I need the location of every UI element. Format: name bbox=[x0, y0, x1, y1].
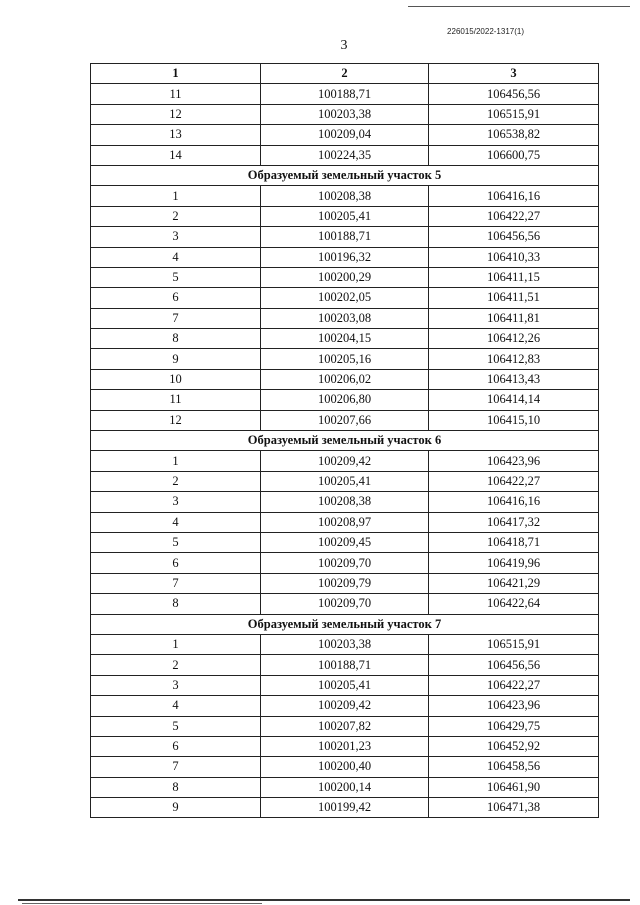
table-row bbox=[91, 757, 599, 777]
table-row bbox=[91, 84, 599, 104]
section-title: Образуемый земельный участок 6 bbox=[91, 431, 599, 451]
point-number-cell: 1 bbox=[91, 186, 261, 206]
y-coordinate-cell: 106418,71 bbox=[429, 532, 599, 552]
y-coordinate-cell: 106456,56 bbox=[429, 655, 599, 675]
y-coordinate-cell: 106423,96 bbox=[429, 451, 599, 471]
x-coordinate-cell: 100205,41 bbox=[261, 675, 429, 695]
table-row bbox=[91, 675, 599, 695]
table-row bbox=[91, 512, 599, 532]
point-number-cell: 4 bbox=[91, 247, 261, 267]
column-header: 2 bbox=[261, 64, 429, 84]
table-row bbox=[91, 553, 599, 573]
table-row bbox=[91, 390, 599, 410]
column-header: 1 bbox=[91, 64, 261, 84]
point-number-cell: 3 bbox=[91, 492, 261, 512]
y-coordinate-cell: 106410,33 bbox=[429, 247, 599, 267]
x-coordinate-cell: 100208,38 bbox=[261, 186, 429, 206]
y-coordinate-cell: 106412,83 bbox=[429, 349, 599, 369]
table-row bbox=[91, 349, 599, 369]
bottom-rule bbox=[18, 899, 630, 901]
table-row bbox=[91, 247, 599, 267]
x-coordinate-cell: 100200,14 bbox=[261, 777, 429, 797]
y-coordinate-cell: 106414,14 bbox=[429, 390, 599, 410]
y-coordinate-cell: 106456,56 bbox=[429, 84, 599, 104]
coordinates-table bbox=[90, 63, 599, 818]
point-number-cell: 11 bbox=[91, 390, 261, 410]
table-row bbox=[91, 308, 599, 328]
point-number-cell: 13 bbox=[91, 125, 261, 145]
table-row bbox=[91, 736, 599, 756]
x-coordinate-cell: 100203,08 bbox=[261, 308, 429, 328]
x-coordinate-cell: 100208,38 bbox=[261, 492, 429, 512]
x-coordinate-cell: 100209,04 bbox=[261, 125, 429, 145]
table-row bbox=[91, 329, 599, 349]
table-row bbox=[91, 288, 599, 308]
point-number-cell: 9 bbox=[91, 349, 261, 369]
x-coordinate-cell: 100199,42 bbox=[261, 798, 429, 818]
document-id: 226015/2022-1317(1) bbox=[447, 27, 524, 36]
point-number-cell: 9 bbox=[91, 798, 261, 818]
y-coordinate-cell: 106422,27 bbox=[429, 471, 599, 491]
y-coordinate-cell: 106429,75 bbox=[429, 716, 599, 736]
x-coordinate-cell: 100201,23 bbox=[261, 736, 429, 756]
point-number-cell: 8 bbox=[91, 594, 261, 614]
y-coordinate-cell: 106456,56 bbox=[429, 227, 599, 247]
y-coordinate-cell: 106416,16 bbox=[429, 492, 599, 512]
table-row bbox=[91, 532, 599, 552]
table-row bbox=[91, 206, 599, 226]
table-row bbox=[91, 777, 599, 797]
x-coordinate-cell: 100205,16 bbox=[261, 349, 429, 369]
x-coordinate-cell: 100205,41 bbox=[261, 471, 429, 491]
point-number-cell: 6 bbox=[91, 553, 261, 573]
x-coordinate-cell: 100204,15 bbox=[261, 329, 429, 349]
y-coordinate-cell: 106452,92 bbox=[429, 736, 599, 756]
y-coordinate-cell: 106515,91 bbox=[429, 634, 599, 654]
table-row bbox=[91, 798, 599, 818]
point-number-cell: 5 bbox=[91, 532, 261, 552]
y-coordinate-cell: 106411,51 bbox=[429, 288, 599, 308]
point-number-cell: 8 bbox=[91, 777, 261, 797]
x-coordinate-cell: 100209,70 bbox=[261, 594, 429, 614]
point-number-cell: 2 bbox=[91, 655, 261, 675]
section-row bbox=[91, 614, 599, 634]
y-coordinate-cell: 106412,26 bbox=[429, 329, 599, 349]
point-number-cell: 5 bbox=[91, 716, 261, 736]
table-row bbox=[91, 227, 599, 247]
column-header: 3 bbox=[429, 64, 599, 84]
y-coordinate-cell: 106411,81 bbox=[429, 308, 599, 328]
x-coordinate-cell: 100206,02 bbox=[261, 369, 429, 389]
table-row bbox=[91, 369, 599, 389]
y-coordinate-cell: 106413,43 bbox=[429, 369, 599, 389]
point-number-cell: 1 bbox=[91, 634, 261, 654]
table-row bbox=[91, 655, 599, 675]
table-row bbox=[91, 492, 599, 512]
table-row bbox=[91, 594, 599, 614]
table-body bbox=[91, 84, 599, 818]
table-row bbox=[91, 451, 599, 471]
table-header-row bbox=[91, 64, 599, 84]
section-row bbox=[91, 431, 599, 451]
x-coordinate-cell: 100202,05 bbox=[261, 288, 429, 308]
table-row bbox=[91, 696, 599, 716]
y-coordinate-cell: 106515,91 bbox=[429, 104, 599, 124]
table-row bbox=[91, 267, 599, 287]
section-title: Образуемый земельный участок 5 bbox=[91, 165, 599, 185]
section-title: Образуемый земельный участок 7 bbox=[91, 614, 599, 634]
x-coordinate-cell: 100205,41 bbox=[261, 206, 429, 226]
point-number-cell: 2 bbox=[91, 206, 261, 226]
point-number-cell: 3 bbox=[91, 675, 261, 695]
table-row bbox=[91, 471, 599, 491]
table-row bbox=[91, 145, 599, 165]
table-row bbox=[91, 186, 599, 206]
y-coordinate-cell: 106417,32 bbox=[429, 512, 599, 532]
table-row bbox=[91, 716, 599, 736]
table-row bbox=[91, 125, 599, 145]
point-number-cell: 7 bbox=[91, 573, 261, 593]
point-number-cell: 11 bbox=[91, 84, 261, 104]
bottom-rule-secondary bbox=[22, 903, 262, 904]
x-coordinate-cell: 100200,40 bbox=[261, 757, 429, 777]
x-coordinate-cell: 100209,42 bbox=[261, 696, 429, 716]
table-row bbox=[91, 410, 599, 430]
y-coordinate-cell: 106422,27 bbox=[429, 206, 599, 226]
y-coordinate-cell: 106461,90 bbox=[429, 777, 599, 797]
table-row bbox=[91, 634, 599, 654]
x-coordinate-cell: 100208,97 bbox=[261, 512, 429, 532]
point-number-cell: 2 bbox=[91, 471, 261, 491]
x-coordinate-cell: 100206,80 bbox=[261, 390, 429, 410]
y-coordinate-cell: 106538,82 bbox=[429, 125, 599, 145]
point-number-cell: 7 bbox=[91, 308, 261, 328]
point-number-cell: 14 bbox=[91, 145, 261, 165]
page-number: 3 bbox=[340, 38, 348, 53]
point-number-cell: 4 bbox=[91, 696, 261, 716]
x-coordinate-cell: 100196,32 bbox=[261, 247, 429, 267]
x-coordinate-cell: 100203,38 bbox=[261, 634, 429, 654]
point-number-cell: 12 bbox=[91, 104, 261, 124]
top-rule bbox=[408, 6, 630, 7]
point-number-cell: 7 bbox=[91, 757, 261, 777]
x-coordinate-cell: 100188,71 bbox=[261, 655, 429, 675]
table-row bbox=[91, 573, 599, 593]
y-coordinate-cell: 106423,96 bbox=[429, 696, 599, 716]
x-coordinate-cell: 100200,29 bbox=[261, 267, 429, 287]
point-number-cell: 8 bbox=[91, 329, 261, 349]
section-row bbox=[91, 165, 599, 185]
x-coordinate-cell: 100209,45 bbox=[261, 532, 429, 552]
y-coordinate-cell: 106415,10 bbox=[429, 410, 599, 430]
point-number-cell: 3 bbox=[91, 227, 261, 247]
point-number-cell: 6 bbox=[91, 736, 261, 756]
x-coordinate-cell: 100209,79 bbox=[261, 573, 429, 593]
x-coordinate-cell: 100209,70 bbox=[261, 553, 429, 573]
x-coordinate-cell: 100207,82 bbox=[261, 716, 429, 736]
x-coordinate-cell: 100207,66 bbox=[261, 410, 429, 430]
y-coordinate-cell: 106422,27 bbox=[429, 675, 599, 695]
y-coordinate-cell: 106422,64 bbox=[429, 594, 599, 614]
point-number-cell: 6 bbox=[91, 288, 261, 308]
y-coordinate-cell: 106421,29 bbox=[429, 573, 599, 593]
x-coordinate-cell: 100188,71 bbox=[261, 84, 429, 104]
point-number-cell: 10 bbox=[91, 369, 261, 389]
point-number-cell: 12 bbox=[91, 410, 261, 430]
x-coordinate-cell: 100209,42 bbox=[261, 451, 429, 471]
x-coordinate-cell: 100203,38 bbox=[261, 104, 429, 124]
table-row bbox=[91, 104, 599, 124]
y-coordinate-cell: 106411,15 bbox=[429, 267, 599, 287]
point-number-cell: 4 bbox=[91, 512, 261, 532]
x-coordinate-cell: 100188,71 bbox=[261, 227, 429, 247]
x-coordinate-cell: 100224,35 bbox=[261, 145, 429, 165]
y-coordinate-cell: 106416,16 bbox=[429, 186, 599, 206]
point-number-cell: 1 bbox=[91, 451, 261, 471]
y-coordinate-cell: 106458,56 bbox=[429, 757, 599, 777]
y-coordinate-cell: 106600,75 bbox=[429, 145, 599, 165]
y-coordinate-cell: 106419,96 bbox=[429, 553, 599, 573]
y-coordinate-cell: 106471,38 bbox=[429, 798, 599, 818]
point-number-cell: 5 bbox=[91, 267, 261, 287]
